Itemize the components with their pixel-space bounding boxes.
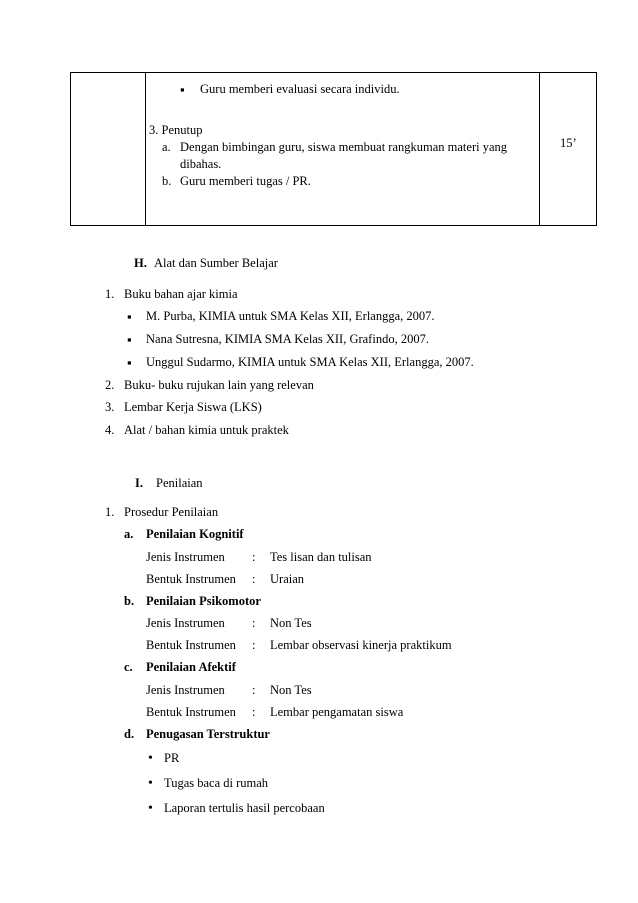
list-item: Buku- buku rujukan lain yang relevan bbox=[124, 378, 314, 392]
row-value: Non Tes bbox=[270, 683, 312, 697]
section-i-marker: I. bbox=[135, 476, 143, 490]
closing-item-marker: a. bbox=[162, 140, 171, 154]
list-item: Lembar Kerja Siswa (LKS) bbox=[124, 400, 262, 414]
book-item: M. Purba, KIMIA untuk SMA Kelas XII, Erlangga, 2007. bbox=[146, 309, 435, 323]
section-h-title: Alat dan Sumber Belajar bbox=[154, 256, 278, 270]
task-item: PR bbox=[164, 751, 180, 765]
row-label: Bentuk Instrumen bbox=[146, 638, 236, 652]
bullet-dot-icon bbox=[148, 801, 153, 817]
table-text: Guru memberi evaluasi secara individu. bbox=[200, 82, 400, 96]
bullet-square-icon bbox=[127, 332, 132, 348]
closing-title: 3. Penutup bbox=[149, 123, 203, 137]
part-title: Penugasan Terstruktur bbox=[146, 727, 270, 741]
book-item: Nana Sutresna, KIMIA SMA Kelas XII, Grafindo, 2007. bbox=[146, 332, 429, 346]
row-colon: : bbox=[252, 550, 256, 564]
part-marker: d. bbox=[124, 727, 135, 741]
closing-item-text: Dengan bimbingan guru, siswa membuat rangkuman materi yang bbox=[180, 140, 508, 154]
part-title: Penilaian Afektif bbox=[146, 660, 236, 674]
row-colon: : bbox=[252, 616, 256, 630]
list-item-marker: 1. bbox=[105, 287, 115, 301]
part-marker: a. bbox=[124, 527, 134, 541]
row-label: Bentuk Instrumen bbox=[146, 705, 236, 719]
table-cell-empty bbox=[71, 73, 146, 226]
closing-item-marker: b. bbox=[162, 174, 172, 188]
part-marker: b. bbox=[124, 594, 135, 608]
row-value: Uraian bbox=[270, 572, 305, 586]
time-value: 15’ bbox=[560, 136, 577, 150]
row-colon: : bbox=[252, 683, 256, 697]
bullet-square-icon bbox=[127, 309, 132, 325]
row-label: Jenis Instrumen bbox=[146, 616, 225, 630]
bullet-dot-icon bbox=[148, 776, 153, 792]
row-value: Lembar observasi kinerja praktikum bbox=[270, 638, 452, 652]
task-item: Laporan tertulis hasil percobaan bbox=[164, 801, 325, 815]
part-title: Penilaian Kognitif bbox=[146, 527, 244, 541]
bullet-square-icon bbox=[127, 355, 132, 371]
list-item: Alat / bahan kimia untuk praktek bbox=[124, 423, 289, 437]
row-label: Jenis Instrumen bbox=[146, 550, 225, 564]
row-value: Lembar pengamatan siswa bbox=[270, 705, 404, 719]
bullet-dot-icon bbox=[148, 751, 153, 767]
row-label: Jenis Instrumen bbox=[146, 683, 225, 697]
section-i-title: Penilaian bbox=[156, 476, 203, 490]
row-colon: : bbox=[252, 638, 256, 652]
section-h-marker: H. bbox=[134, 256, 147, 270]
book-item: Unggul Sudarmo, KIMIA untuk SMA Kelas XII, Erlangga, 2007. bbox=[146, 355, 474, 369]
list-item-marker: 2. bbox=[105, 378, 115, 392]
list-item-marker: 4. bbox=[105, 423, 115, 437]
row-value: Non Tes bbox=[270, 616, 312, 630]
closing-item-continuation: dibahas. bbox=[180, 157, 222, 171]
row-value: Tes lisan dan tulisan bbox=[270, 550, 372, 564]
closing-item-text: Guru memberi tugas / PR. bbox=[180, 174, 311, 188]
list-item: Buku bahan ajar kimia bbox=[124, 287, 238, 301]
part-marker: c. bbox=[124, 660, 133, 674]
procedure-marker: 1. bbox=[105, 505, 115, 519]
row-label: Bentuk Instrumen bbox=[146, 572, 236, 586]
row-colon: : bbox=[252, 705, 256, 719]
row-colon: : bbox=[252, 572, 256, 586]
procedure-title: Prosedur Penilaian bbox=[124, 505, 219, 519]
task-item: Tugas baca di rumah bbox=[164, 776, 269, 790]
list-item-marker: 3. bbox=[105, 400, 115, 414]
part-title: Penilaian Psikomotor bbox=[146, 594, 261, 608]
bullet-square-icon bbox=[180, 82, 185, 98]
